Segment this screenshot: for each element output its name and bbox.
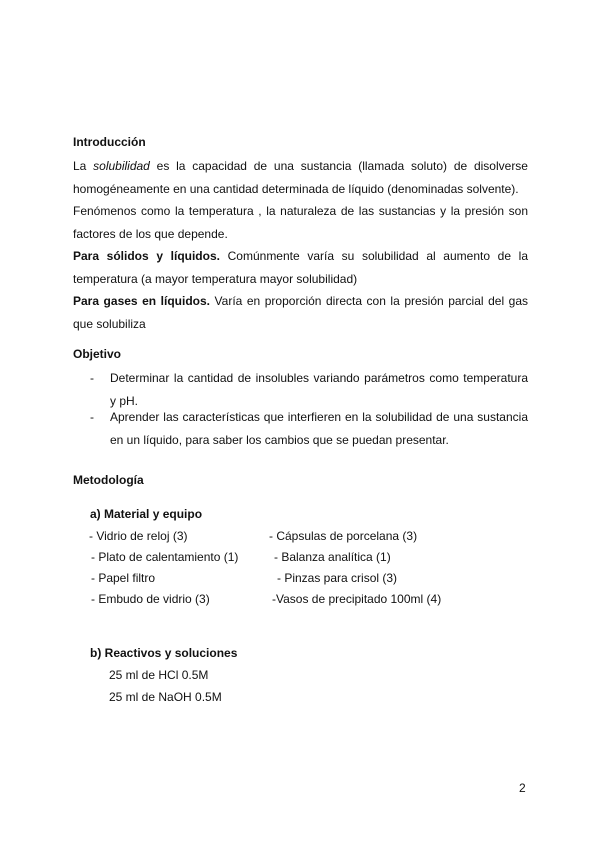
material-item: - Pinzas para crisol (3) [277,571,398,585]
page-number: 2 [519,781,526,795]
solids-label: Para sólidos y líquidos. [73,249,220,263]
reactivos-heading: b) Reactivos y soluciones [90,646,238,660]
intro-text: es la capacidad de una sustancia (llamada soluto) de disolverse [149,159,528,173]
intro-paragraph [73,155,528,335]
objetivo-item-line: Aprender las características que interfieren en la solubilidad de una sustancia [110,410,528,424]
objetivo-item-line: y pH. [110,393,139,408]
solids-text: Comúnmente varía su solubilidad al aumento de la [219,249,528,263]
objetivo-item [90,406,528,451]
metodologia-heading: Metodología [73,473,144,487]
objetivo-heading: Objetivo [73,347,122,361]
reactivo-item: 25 ml de NaOH 0.5M [109,690,222,704]
material-item: -Vasos de precipitado 100ml (4) [272,592,442,606]
bullet-dash: - [90,410,94,424]
solids-line-2: temperatura (a mayor temperatura mayor solubilidad) [73,271,358,286]
objetivo-item-line: en un líquido, para saber los cambios que se puedan presentar. [110,432,449,447]
intro-line-3: Fenómenos como la temperatura , la naturaleza de las sustancias y la presión son [73,204,528,218]
intro-line-2: homogéneamente en una cantidad determinada de líquido (denominadas solvente). [73,181,519,196]
solubilidad-term: solubilidad [93,159,150,173]
solids-line-1 [73,245,528,268]
intro-text: La [73,159,94,173]
material-heading: a) Material y equipo [90,507,203,521]
material-item: - Balanza analítica (1) [274,550,391,564]
material-item: - Papel filtro [91,571,156,585]
gases-line-1 [73,290,528,313]
bullet-dash: - [90,371,94,385]
material-item: - Embudo de vidrio (3) [91,592,210,606]
material-item: - Cápsulas de porcelana (3) [269,529,418,543]
gases-line-2: que solubiliza [73,316,146,331]
intro-line-4: factores de los que depende. [73,226,228,241]
material-item: - Plato de calentamiento (1) [91,550,239,564]
gases-label: Para gases en líquidos. [73,294,210,308]
material-item: - Vidrio de reloj (3) [89,529,188,543]
intro-line-1 [73,155,528,178]
objetivo-item-line: Determinar la cantidad de insolubles variando parámetros como temperatura [110,371,528,385]
gases-text: Varía en proporción directa con la presión parcial del gas [210,294,528,308]
intro-heading: Introducción [73,135,146,149]
reactivo-item: 25 ml de HCl 0.5M [109,668,209,682]
